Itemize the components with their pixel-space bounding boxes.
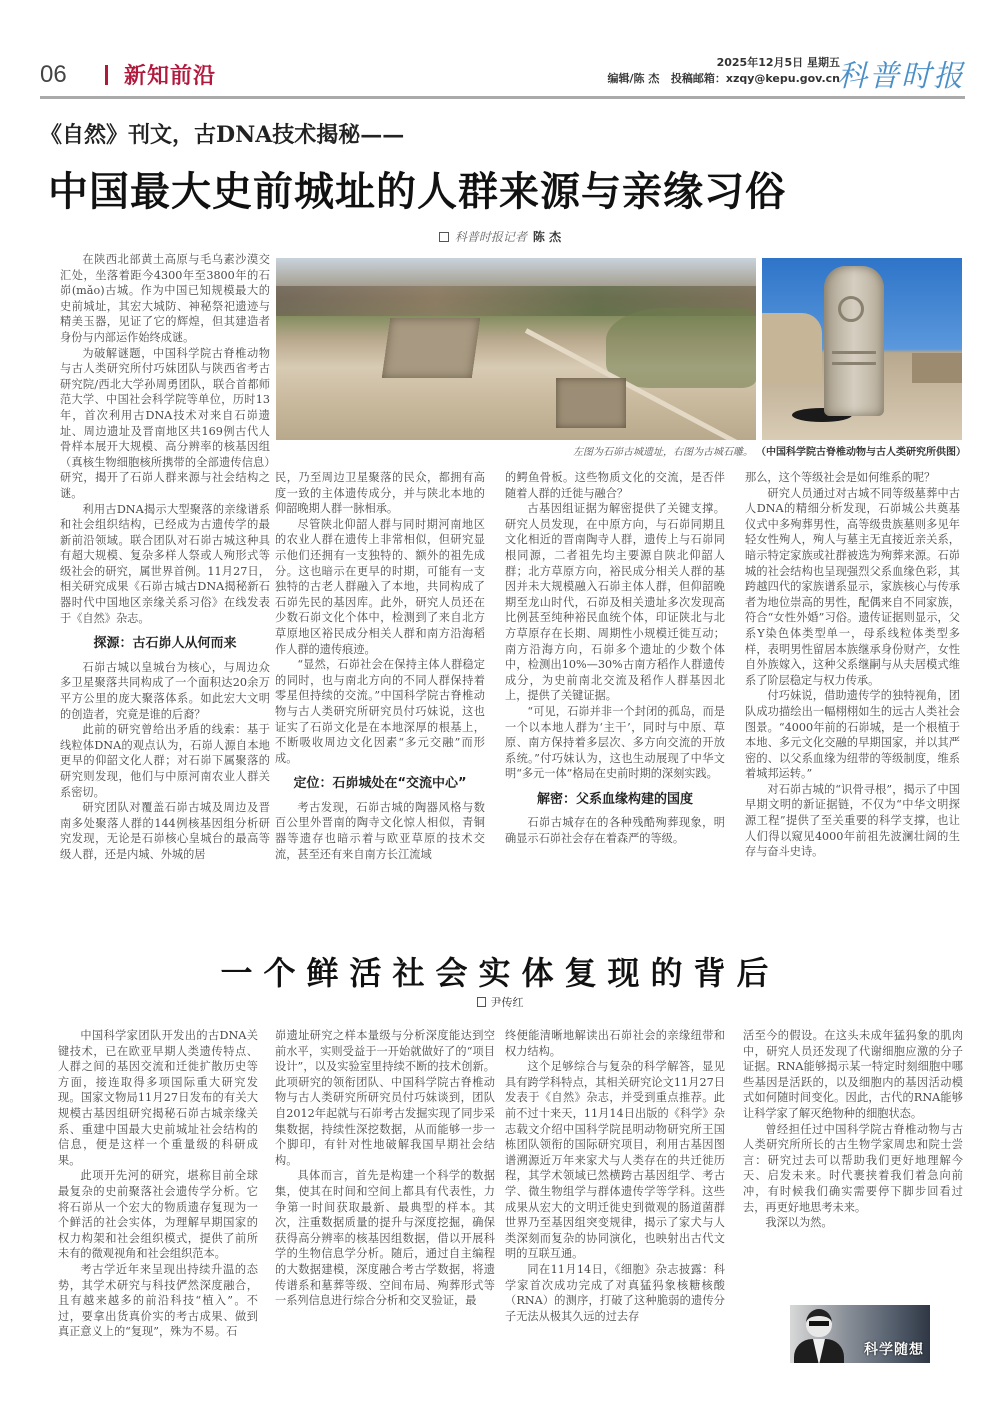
article2-column-4 <box>743 1028 963 1231</box>
photo-caption <box>276 443 966 458</box>
header-rule <box>40 96 965 99</box>
article1-column-3 <box>505 470 725 847</box>
paragraph: 尽管陕北仰韶人群与同时期河南地区的农业人群在遗传上非常相似，但研究显示他们还拥有一支独特的、额外的祖先成分。这也暗示在更早的时期，可能有一支独特的古老人群融入了本地，共同构成了石峁先民的基因库。此外，研究人员还在少数石峁文化个体中，检测到了来自北方草原地区裕民成分相关人群和南方沿海稻作人群的遗传痕迹。 <box>275 517 485 656</box>
paragraph: 对石峁古城的“识骨寻根”，揭示了中国早期文明的新证据链，不仅为“中华文明探源工程”提供了至关重要的科学支撑，也让人们得以窥见4000年前祖先波澜壮阔的生存与奋斗史诗。 <box>745 782 960 859</box>
commentary-title: 一个鲜活社会实体复现的背后 <box>220 954 780 992</box>
paragraph: 的鳄鱼骨板。这些物质文化的交流，是否伴随着人群的迁徙与融合？ <box>505 471 725 500</box>
section-name: 新知前沿 <box>124 64 217 89</box>
author-portrait <box>794 1307 842 1363</box>
photo-ruin <box>382 318 480 378</box>
paragraph: 付巧妹说，借助遗传学的独特视角，团队成功描绘出一幅栩栩如生的远古人类社会图景。“4000年前的石峁城，是一个根植于本地、多元文化交融的早期国家，并以其严密的、以父系血缘为纽带的等级制度，维系着城邦运转。” <box>745 689 960 781</box>
editor-line <box>607 71 840 87</box>
article-byline <box>0 228 1000 245</box>
paragraph: 考古发现，石峁古城的陶器风格与数百公里外晋南的陶寺文化惊人相似，青铜器等遗存也暗示着与欧亚草原的技术交流，甚至还有来自南方长江流域 <box>275 800 485 861</box>
paragraph: 峁遗址研究之样本量级与分析深度能达到空前水平，实则受益于一开始就做好了的“项目设计”，以及实验室里持续不断的技术创新。此项研究的领衔团队、中国科学院古脊椎动物与古人类研究所研究员付巧妹谈到，团队自2012年起就与石峁考古发掘实现了同步采集数据，持续性深挖数据，从而能够一步一个脚印，有针对性地破解我国早期社会结构。 <box>275 1029 495 1167</box>
paragraph: 在陕西北部黄土高原与毛乌素沙漠交汇处，坐落着距今4300年至3800年的石峁(mǎo)古城。作为中国已知规模最大的史前城址，其宏大城防、神秘祭祀遗迹与精美玉器，见证了它的辉煌，但其建造者身份与内部运作始终成谜。 <box>60 253 270 344</box>
header-divider <box>105 65 108 85</box>
stele-photo <box>762 258 962 440</box>
subheading: 探源：古石峁人从何而来 <box>93 636 237 652</box>
paragraph: 古基因组证据为解密提供了关键支撑。研究人员发现，在中原方向，与石峁同期且文化相近的晋南陶寺人群，遗传上与石峁同根同源，二者祖先均主要源自陕北仰韶人群；北方草原方向，裕民成分相关人群的基因并未大规模融入石峁主体人群，但仰韶晚期至龙山时代，石峁及相关遗址多次发现高比例甚至纯种裕民血统个体，印证陕北与北方草原存在长期、周期性小规模迁徙互动；南方沿海方向，石峁多个遗址的少数个体中，检测出10%—30%古南方稻作人群遗传成分，为史前南北交流及稻作人群基因北上，提供了关键证据。 <box>505 502 725 703</box>
paragraph: 此项开先河的研究，堪称目前全球最复杂的史前聚落社会遗传学分析。它将石峁从一个宏大的物质遗存复现为一个鲜活的社会实体，为理解早期国家的权力构架和社会组织模式，提供了前所未有的微观视角和社会组织范本。 <box>58 1169 258 1261</box>
article2-column-2 <box>275 1028 495 1309</box>
paragraph: 石峁古城存在的各种残酷殉葬现象，明确显示石峁社会存在着森严的等级。 <box>505 816 725 846</box>
email-label: 投稿邮箱： <box>670 72 726 85</box>
site-photo <box>276 258 756 440</box>
caption-credit: （中国科学院古脊椎动物与古人类研究所供图） <box>761 447 966 458</box>
paragraph: 活至今的假设。在这头未成年猛犸象的肌肉中，研究人员还发现了代谢细胞应激的分子证据。RNA能够揭示某一特定时刻细胞中哪些基因是活跃的，以及细胞内的基因活动模式如何随时间变化。因此，古代的RNA能够让科学家了解灭绝物种的细胞状态。 <box>743 1029 963 1120</box>
article1-column-4 <box>745 470 960 860</box>
subheading: 定位：石峁城处在“交流中心” <box>293 776 467 792</box>
column-badge-label: 科学随想 <box>864 1342 924 1358</box>
paragraph: 同在11月14日，《细胞》杂志披露：科学家首次成功完成了对真猛犸象核糖核酸（RNA）的测序，打破了这种脆弱的遗传分子无法从极其久远的过去存 <box>505 1262 725 1323</box>
paragraph: 研究团队对覆盖石峁古城及周边及晋南多处聚落人群的144例核基因组分析研究发现，无论是石峁核心皇城台的最高等级人群，还是内城、外城的居 <box>60 801 270 861</box>
paragraph: 研究人员通过对古城不同等级墓葬中古人DNA的精细分析发现，石峁城公共奠基仪式中多殉葬男性，高等级贵族墓则多见年轻女性殉人，殉人与墓主无直接近亲关系，暗示特定家族或社群被选为殉葬来源。石峁城的社会结构也呈现强烈父系血缘色彩，其跨越四代的家族谱系显示，家族核心与传承者为地位崇高的男性，配偶来自不同家族，符合“女性外婚”习俗。遗传证据则显示，父系Y染色体类型单一，母系线粒体类型多样，表明男性留居本族继承身份财产，女性自外族嫁入，这种父系继嗣与从夫居模式维系了阶层稳定与权力传承。 <box>745 486 960 687</box>
byline-box-icon <box>439 232 449 242</box>
byline-name: 陈 杰 <box>532 230 562 244</box>
issue-meta <box>607 55 840 87</box>
article-kicker: 《自然》刊文，古DNA技术揭秘—— <box>40 122 405 148</box>
paragraph: 民，乃至周边卫星聚落的民众，都拥有高度一致的主体遗传成分，并与陕北本地的仰韶晚期人群一脉相承。 <box>275 471 485 516</box>
photo-ruin <box>556 378 626 428</box>
editor: 编辑/陈 杰 <box>607 72 660 85</box>
article2-column-3 <box>505 1028 725 1324</box>
portrait-glasses <box>809 1321 829 1326</box>
photo-grass <box>606 308 756 388</box>
paragraph: 为破解谜题，中国科学院古脊椎动物与古人类研究所付巧妹团队与陕西省考古研究院/西北大学孙周勇团队，联合首都师范大学、中国社会科学院等单位，历时13年，首次利用古DNA技术对来自石峁遗址、周边遗址及晋南地区共169例古代人骨样本展开大规模、高分辨率的核基因组（真核生物细胞核所携带的全部遗传信息）研究，揭开了石峁人群来源与社会结构之谜。 <box>60 346 270 500</box>
byline-box-icon <box>477 997 486 1007</box>
byline-role: 科普时报记者 <box>454 230 527 244</box>
paragraph: 那么，这个等级社会是如何维系的呢？ <box>745 471 936 484</box>
photo-stele <box>824 266 884 416</box>
column-badge <box>790 1305 930 1363</box>
subheading: 解密：父系血缘构建的国度 <box>536 791 693 807</box>
commentary-byline <box>0 994 1000 1010</box>
issue-date: 2025年12月5日 星期五 <box>716 56 840 69</box>
paragraph: “可见，石峁并非一个封闭的孤岛，而是一个以本地人群为‘主干’，同时与中原、草原、南方保持着多层次、多方向交流的开放系统。”付巧妹认为，这也生动展现了中华文明“多元一体”格局在史前时期的深刻实践。 <box>505 704 725 781</box>
masthead-logo: 科普时报 <box>837 59 965 94</box>
paragraph: 具体而言，首先是构建一个科学的数据集，使其在时间和空间上都具有代表性，力争第一时间获取最新、最典型的样本。其次，注重数据质量的提升与深度挖掘，确保获得高分辨率的核基因组数据，借以开展科学的生物信息学分析。随后，通过自主编程的大数据建模，深度融合考古学数据，将遗传谱系和墓葬等级、空间布局、殉葬形式等一系列信息进行综合分析和交叉验证，最 <box>275 1169 495 1308</box>
paragraph: 我深以为然。 <box>765 1216 833 1230</box>
photo-cliff <box>762 313 822 383</box>
paragraph: 此前的研究曾给出矛盾的线索：基于线粒体DNA的观点认为，石峁人源自本地更早的仰韶文化人群；对石峁下属聚落的研究则发现，他们与中原河南农业人群关系密切。 <box>60 723 270 799</box>
paragraph: 石峁古城以皇城台为核心，与周边众多卫星聚落共同构成了一个面积达20余万平方公里的庞大聚落体系。如此宏大文明的创造者，究竟是谁的后裔？ <box>60 660 270 721</box>
photo-cliff <box>912 353 962 383</box>
paragraph: 中国科学家团队开发出的古DNA关键技术，已在欧亚早期人类遗传特点、人群之间的基因交流和迁徙扩散历史等方面，接连取得多项国际重大研究发现。国家文物局11月27日发布的有关大规模古基因组研究揭秘石峁古城亲缘关系、重建中国最大史前城址社会结构的信息，便是这样一个重量级的科研成果。 <box>58 1029 258 1167</box>
paragraph: 考古学近年来呈现出持续升温的态势，其学术研究与科技俨然深度融合，且有越来越多的前沿科技“植入”。不过，要拿出货真价实的考古成果、做到真正意义上的“复现”，殊为不易。石 <box>58 1262 258 1339</box>
paragraph: 曾经担任过中国科学院古脊椎动物与古人类研究所所长的古生物学家周忠和院士尝言：研究过去可以帮助我们更好地理解今天、启发未来。时代裹挟着我们着急向前冲，有时候我们确实需要停下脚步回看过去，再更好地思考未来。 <box>743 1122 963 1214</box>
paragraph: 终便能清晰地解读出石峁社会的亲缘纽带和权力结构。 <box>505 1029 725 1058</box>
article1-column-1 <box>60 252 270 863</box>
paragraph: 这个足够综合与复杂的科学解答，显见具有跨学科特点，其相关研究论文11月27日发表于《自然》杂志，并受到重点推荐。此前不过十来天，11月14日出版的《科学》杂志载文介绍中国科学院昆明动物研究所王国栋团队领衔的国际研究项目，利用古基因图谱溯源近万年来家犬与人类存在的共迁徙历程，其学术领域已然横跨古基因组学、考古学、微生物组学与群体遗传学等学科。这些成果从宏大的文明迁徙史到微观的肠道菌群世界乃至基因组突变规律，揭示了家犬与人类深刻而复杂的协同演化，也映射出古代文明的互联互通。 <box>505 1060 725 1261</box>
email-link[interactable]: xzqy@kepu.gov.cn <box>725 72 840 85</box>
byline-name: 尹传红 <box>490 996 524 1009</box>
paragraph: “显然，石峁社会在保持主体人群稳定的同时，也与南北方向的不同人群保持着零星但持续的交流。”中国科学院古脊椎动物与古人类研究所研究员付巧妹说，这也证实了石峁文化是在本地深厚的根基上，不断吸收周边文化因素“多元交融”而形成。 <box>275 658 485 765</box>
paragraph: 利用古DNA揭示大型聚落的亲缘谱系和社会组织结构，已经成为古遗传学的最新前沿领域。联合团队对石峁古城这种具有超大规模、复杂多样人祭或人殉形式等级社会的研究，属世界首例。11月27日，相关研究成果《石峁古城古DNA揭秘新石器时代中国地区亲缘关系习俗》在线发表于《自然》杂志。 <box>60 502 270 625</box>
caption-text: 左图为石峁古城遗址，右图为古城石雕。 <box>573 447 753 458</box>
article-title: 中国最大史前城址的人群来源与亲缘习俗 <box>48 169 786 215</box>
article2-column-1 <box>58 1028 258 1340</box>
article1-column-2 <box>275 470 485 862</box>
page-header <box>40 55 965 95</box>
page-number: 06 <box>40 61 67 88</box>
